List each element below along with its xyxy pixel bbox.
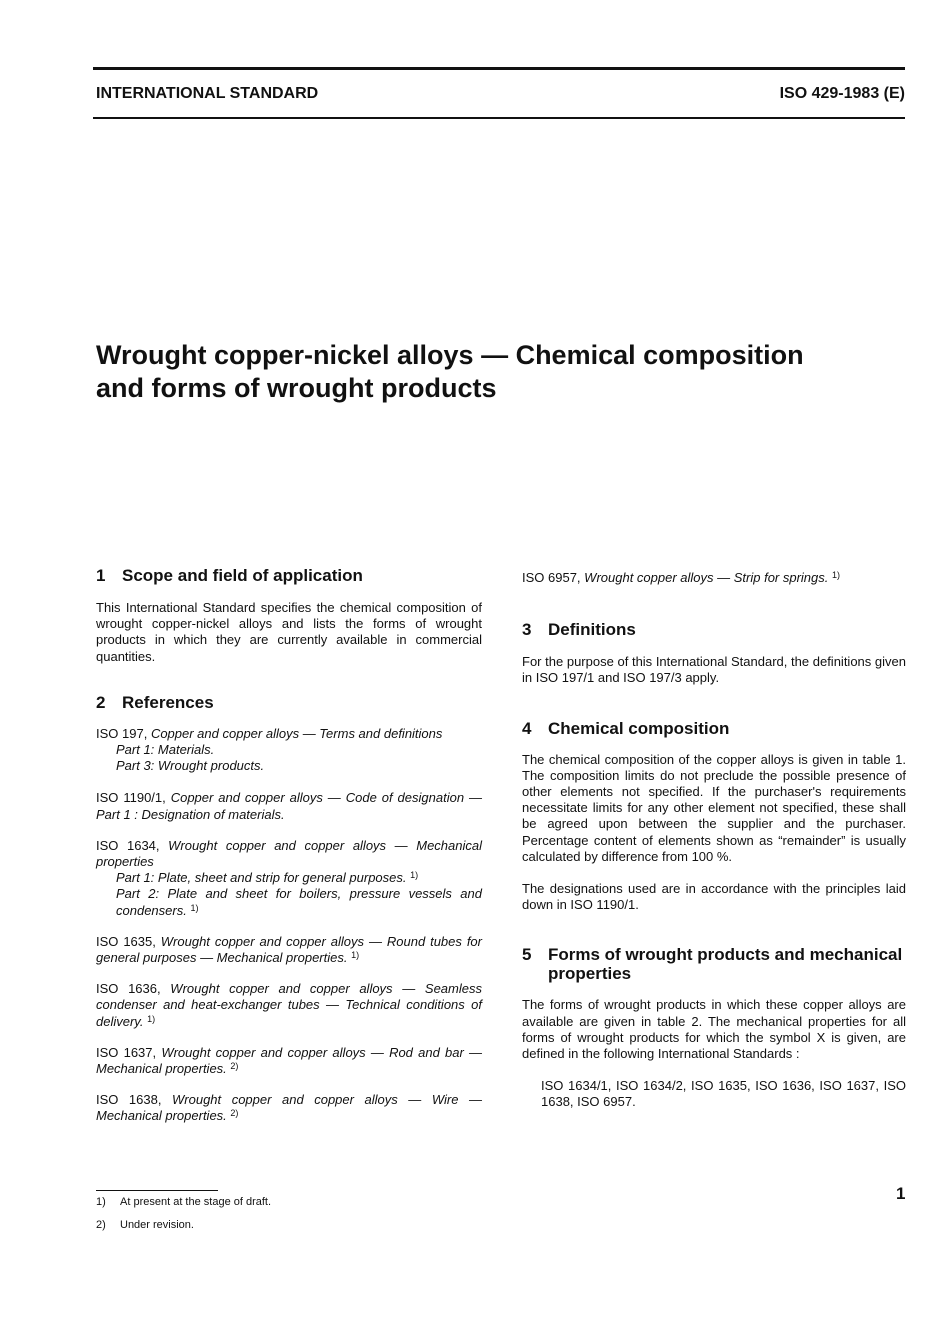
- footnote-1: [96, 1196, 271, 1208]
- section-2-heading: [96, 693, 482, 712]
- reference-iso-1190-1: [96, 790, 482, 822]
- section-title: Forms of wrought products and mechanical properties: [548, 945, 903, 984]
- section-number: 2: [96, 692, 106, 712]
- footnote-marker: 2): [230, 1061, 239, 1072]
- section-title: Chemical composition: [548, 718, 730, 738]
- title-line-1: Wrought copper-nickel alloys — Chemical composition: [96, 340, 804, 370]
- ref-code: ISO 1637,: [96, 1044, 157, 1060]
- reference-iso-1634: [96, 838, 482, 919]
- ref-part: Part 2: Plate and sheet for boilers, pressure vessels and condensers.: [116, 886, 482, 918]
- ref-part: Part 3: Wrought products.: [116, 758, 265, 774]
- footnote-number: 1): [96, 1196, 106, 1208]
- section-title: References: [122, 692, 214, 712]
- section-number: 3: [522, 620, 532, 640]
- ref-code: ISO 1638,: [96, 1092, 162, 1108]
- page-number: 1: [896, 1184, 906, 1203]
- section-3-body: For the purpose of this International Standard, the definitions given in ISO 197/1 and ISO 197/3 apply.: [522, 654, 906, 686]
- header-top-rule: [93, 67, 905, 70]
- title-line-2: and forms of wrought products: [96, 373, 497, 403]
- ref-title: Wrought copper alloys — Strip for springs.: [584, 570, 829, 585]
- ref-code: ISO 1635,: [96, 933, 156, 949]
- ref-title: Wrought copper and copper alloys — Mechanical properties: [96, 837, 482, 870]
- reference-iso-1635: [96, 934, 482, 966]
- ref-title: Wrought copper and copper alloys — Seamless condenser and heat-exchanger tubes — Technical conditions of delivery.: [96, 981, 482, 1029]
- section-5-heading: [522, 945, 906, 983]
- section-number: 1: [96, 566, 106, 585]
- ref-part: Part 1: Plate, sheet and strip for general purposes.: [116, 870, 407, 886]
- ref-title: Copper and copper alloys — Terms and definitions: [150, 725, 443, 741]
- reference-iso-1637: [96, 1045, 482, 1077]
- ref-code: ISO 197,: [96, 725, 148, 741]
- footnote-number: 2): [96, 1219, 106, 1231]
- ref-title: Copper and copper alloys — Code of designation — Part 1 : Designation of materials.: [96, 790, 482, 822]
- footnote-marker: 1): [190, 902, 199, 913]
- section-5-paragraph-1: The forms of wrought products in which these copper alloys are available are given in table 2. The mechanical properties for all forms of wrought products for which the symbol X is given, are defined in the following International Standards :: [522, 997, 906, 1062]
- ref-title: Wrought copper and copper alloys — Wire — Mechanical properties.: [96, 1092, 482, 1124]
- ref-code: ISO 1634,: [96, 837, 160, 853]
- section-4-heading: [522, 719, 906, 738]
- footnote-marker: 1): [832, 570, 841, 580]
- ref-code: ISO 1636,: [96, 981, 161, 997]
- footnote-2: [96, 1219, 194, 1231]
- header-document-type: INTERNATIONAL STANDARD: [96, 85, 319, 102]
- ref-code: ISO 1190/1,: [96, 790, 166, 806]
- header-standard-number: ISO 429-1983 (E): [779, 85, 905, 102]
- ref-title: Wrought copper and copper alloys — Round tubes for general purposes — Mechanical properties.: [96, 933, 482, 966]
- reference-iso-197: [96, 726, 482, 775]
- section-1-heading: [96, 566, 482, 585]
- section-title: Definitions: [548, 620, 636, 640]
- section-number: 5: [522, 945, 532, 965]
- footnote-text: At present at the stage of draft.: [120, 1196, 272, 1208]
- document-title: [96, 339, 896, 405]
- footnote-text: Under revision.: [120, 1219, 194, 1231]
- ref-part: Part 1: Materials.: [116, 742, 215, 758]
- reference-iso-1638: [96, 1092, 482, 1124]
- ref-code: ISO 6957,: [522, 570, 581, 585]
- reference-iso-6957: [522, 570, 906, 586]
- section-number: 4: [522, 718, 532, 738]
- footnote-separator: [96, 1190, 218, 1191]
- footnote-marker: 1): [351, 950, 360, 961]
- footnote-marker: 1): [147, 1013, 156, 1024]
- section-1-body: This International Standard specifies the chemical composition of wrought copper-nickel alloys and lists the forms of wrought products in which they are currently available in commercial quantities.: [96, 600, 482, 664]
- ref-title: Wrought copper and copper alloys — Rod and bar — Mechanical properties.: [96, 1044, 482, 1077]
- section-4-paragraph-2: The designations used are in accordance with the principles laid down in ISO 1190/1.: [522, 881, 906, 913]
- footnote-marker: 2): [230, 1108, 239, 1119]
- footnote-marker: 1): [410, 870, 419, 881]
- section-5-standards-list: ISO 1634/1, ISO 1634/2, ISO 1635, ISO 1636, ISO 1637, ISO 1638, ISO 6957.: [541, 1078, 906, 1110]
- reference-iso-1636: [96, 981, 482, 1030]
- left-column: [96, 566, 482, 1125]
- section-3-heading: [522, 620, 906, 639]
- section-4-paragraph-1: The chemical composition of the copper alloys is given in table 1. The composition limits do not preclude the possible presence of other elements not specified. If the purchaser's requirements necessitate limits for any other element not specified, these shall be agreed upon between the supplier and the purchaser. Percentage content of elements shown as “remainder” is usually calculated by difference from 100 %.: [522, 751, 906, 864]
- right-column: [522, 570, 906, 1111]
- header-bottom-rule: [93, 117, 905, 119]
- section-title: Scope and field of application: [122, 566, 363, 585]
